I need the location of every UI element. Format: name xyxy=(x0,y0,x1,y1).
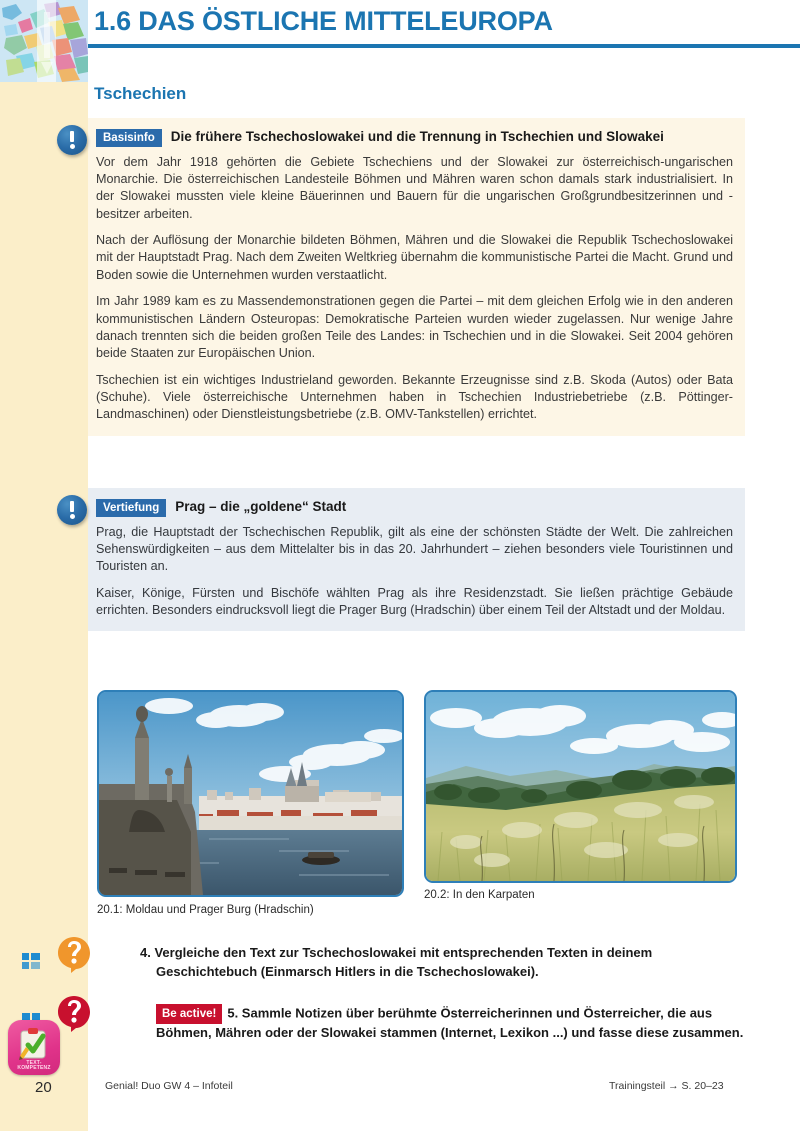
section-title: Tschechien xyxy=(94,84,187,103)
vertiefung-heading: Prag – die „goldene“ Stadt xyxy=(175,499,347,514)
question-balloon-icon xyxy=(57,936,91,973)
footer-book-title: Genial! Duo GW 4 – Infoteil xyxy=(105,1080,233,1092)
europe-map-thumbnail xyxy=(0,0,88,82)
page-header xyxy=(88,0,800,56)
paragraph: Im Jahr 1989 kam es zu Massendemonstrationen gegen die Partei – mit dem gleichen Erfolg wie in den anderen kommunistischen Ländern Osteuropas: Demokratische Parteien wurden wieder zugelassen. Nur wenige Jahre danach trennten sich die beiden großen Teile des Landes: in Tschechien und in die Slowakei. Seit 2004 gehören beide Staaten zur Europäischen Union. xyxy=(96,294,733,361)
paragraph: Kaiser, Könige, Fürsten und Bischöfe wählten Prag als ihre Residenzstadt. Sie ließen prächtige Gebäude errichten. Besonders eindrucksvoll liegt die Prager Burg (Hradschin) über einem Teil der Altstadt und der Moldau. xyxy=(96,585,733,617)
paragraph: Tschechien ist ein wichtiges Industrieland geworden. Bekannte Erzeugnisse sind z.B. Skoda (Autos) oder Bata (Schuhe). Viele österreichische Unternehmen haben in Tschechien Industriebetriebe (z.B. Pöttinger-Landmaschinen) oder Dienstleistungsbetriebe (z.B. OMV-Tankstellen) errichtet. xyxy=(96,372,733,422)
exercise-4-text: 4. Vergleiche den Text zur Tschechoslowakei mit entsprechenden Texten in deinem Geschichtebuch (Einmarsch Hitlers in die Tschechoslowakei). xyxy=(140,945,653,979)
header-divider xyxy=(88,44,800,48)
exercise-5-text xyxy=(88,1004,748,1043)
basisinfo-heading: Die frühere Tschechoslowakei und die Trennung in Tschechien und Slowakei xyxy=(170,129,664,144)
paragraph: Vor dem Jahr 1918 gehörten die Gebiete Tschechiens und der Slowakei zur österreichisch-ungarischen Monarchie. Die österreichischen Landesteile Böhmen und Mähren waren schon damals stark industrialisiert. In der Slowakei mussten viele kleine Bäuerinnen und Bauern für die ungarischen Großgrundbesitzerinnen und -besitzer arbeiten. xyxy=(96,154,733,221)
vertiefung-block xyxy=(88,488,745,631)
figure-caption: 20.1: Moldau und Prager Burg (Hradschin) xyxy=(97,904,314,916)
page-number: 20 xyxy=(35,1079,52,1096)
two-column-squares-icon xyxy=(22,951,42,971)
figure-caption: 20.2: In den Karpaten xyxy=(424,889,535,901)
clipboard-check-icon xyxy=(17,1027,51,1061)
basisinfo-kicker: Basisinfo xyxy=(96,129,162,147)
photo-in-den-karpaten xyxy=(424,690,737,883)
figure-prague xyxy=(97,690,404,918)
be-active-badge: Be active! xyxy=(156,1004,222,1024)
question-balloon-icon xyxy=(57,995,91,1032)
figure-karpaten xyxy=(424,690,737,903)
exclamation-icon xyxy=(57,495,88,526)
text-kompetenz-badge xyxy=(8,1020,60,1075)
basisinfo-heading-row xyxy=(96,128,733,147)
vertiefung-body xyxy=(96,524,733,620)
exercise-5-body: 5. Sammle Notizen über berühmte Österreicherinnen und Österreicher, die aus Böhmen, Mähren oder der Slowakei stammen (Internet, Lexikon ...) und fasse diese zusammen. xyxy=(156,1005,744,1040)
exclamation-icon xyxy=(57,125,88,156)
vertiefung-heading-row xyxy=(96,498,733,517)
text-kompetenz-label xyxy=(8,1061,60,1073)
page-title: 1.6 DAS ÖSTLICHE MITTELEUROPA xyxy=(94,6,553,36)
figure-row xyxy=(97,690,747,920)
vertiefung-kicker: Vertiefung xyxy=(96,499,166,517)
kompetenz-line-2: KOMPETENZ xyxy=(17,1065,51,1072)
basisinfo-body xyxy=(96,154,733,424)
exercise-5 xyxy=(88,1004,748,1043)
basisinfo-block xyxy=(88,118,745,436)
exercise-4 xyxy=(88,944,748,981)
paragraph: Prag, die Hauptstadt der Tschechischen Republik, gilt als eine der schönsten Städte der Welt. Die zahlreichen Sehenswürdigkeiten – aus dem Mittelalter bis in das 20. Jahrhundert – ziehen besonders viele Touristinnen und Touristen an. xyxy=(96,524,733,574)
paragraph: Nach der Auflösung der Monarchie bildeten Böhmen, Mähren und die Slowakei die Republik Tschechoslowakei mit der Hauptstadt Prag. Nach dem Zweiten Weltkrieg übernahm die kommunistische Partei die Macht. Grund und Boden sowie die Unternehmen wurden verstaatlicht. xyxy=(96,233,733,282)
kompetenz-line-1: TEXT- xyxy=(26,1059,42,1066)
footer-cross-reference: Trainingsteil → S. 20–23 xyxy=(609,1080,724,1092)
photo-moldau-prager-burg xyxy=(97,690,404,897)
